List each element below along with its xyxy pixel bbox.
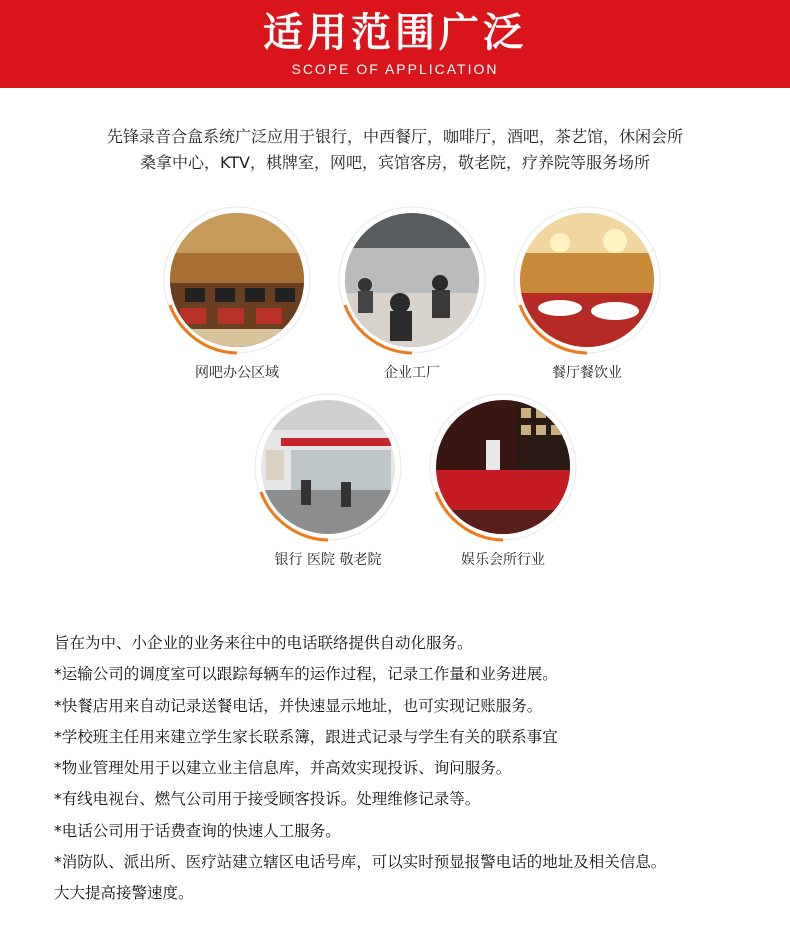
description-line: *电话公司用于话费查询的快速人工服务。: [54, 821, 341, 840]
internet-cafe-photo: [170, 213, 304, 347]
intro-line-2: 桑拿中心，KTV，棋牌室，网吧，宾馆客房，敬老院，疗养院等服务场所: [140, 153, 650, 172]
scene-restaurant: [512, 205, 662, 385]
photo-frame: [162, 205, 312, 355]
scene-caption: 餐厅餐饮业: [552, 365, 622, 381]
description-line: *快餐店用来自动记录送餐电话，并快速显示地址，也可实现记账服务。: [54, 696, 543, 715]
scene-internet-cafe: [162, 205, 312, 385]
description-list: [54, 628, 666, 910]
scene-caption: 娱乐会所行业: [461, 552, 545, 568]
photo-frame: [512, 205, 662, 355]
scene-caption: 银行 医院 敬老院: [274, 552, 382, 568]
description-line: *学校班主任用来建立学生家长联系簿，跟进式记录与学生有关的联系事宜: [54, 727, 558, 746]
restaurant-photo: [520, 213, 654, 347]
bank-photo: [261, 400, 395, 534]
scene-entertainment: [428, 392, 578, 572]
intro-line-1: 先锋录音合盒系统广泛应用于银行，中西餐厅，咖啡厅，酒吧，茶艺馆，休闲会所: [106, 127, 683, 146]
scene-caption: 网吧办公区域: [195, 365, 279, 381]
photo-frame: [428, 392, 578, 542]
banner-subtitle: SCOPE OF APPLICATION: [291, 61, 499, 77]
description-line: *运输公司的调度室可以跟踪每辆车的运作过程，记录工作量和业务进展。: [54, 665, 558, 684]
scene-bank: [253, 392, 403, 572]
scene-caption: 企业工厂: [384, 365, 440, 381]
scene-factory: [337, 205, 487, 385]
description-line: 旨在为中、小企业的业务来往中的电话联络提供自动化服务。: [54, 634, 473, 652]
photo-frame: [253, 392, 403, 542]
factory-photo: [345, 213, 479, 347]
description-line: 大大提高接警速度。: [54, 884, 194, 903]
description-line: *消防队、派出所、医疗站建立辖区电话号库，可以实时预显报警电话的地址及相关信息。: [54, 853, 667, 872]
description-line: *有线电视台、燃气公司用于接受顾客投诉。处理维修记录等。: [54, 790, 481, 809]
banner-title: 适用范围广泛: [263, 10, 527, 56]
entertainment-photo: [436, 400, 570, 534]
header-banner: [0, 0, 790, 88]
description-line: *物业管理处用于以建立业主信息库，并高效实现投诉、询问服务。: [54, 759, 512, 778]
photo-frame: [337, 205, 487, 355]
intro-paragraph: [0, 124, 790, 176]
